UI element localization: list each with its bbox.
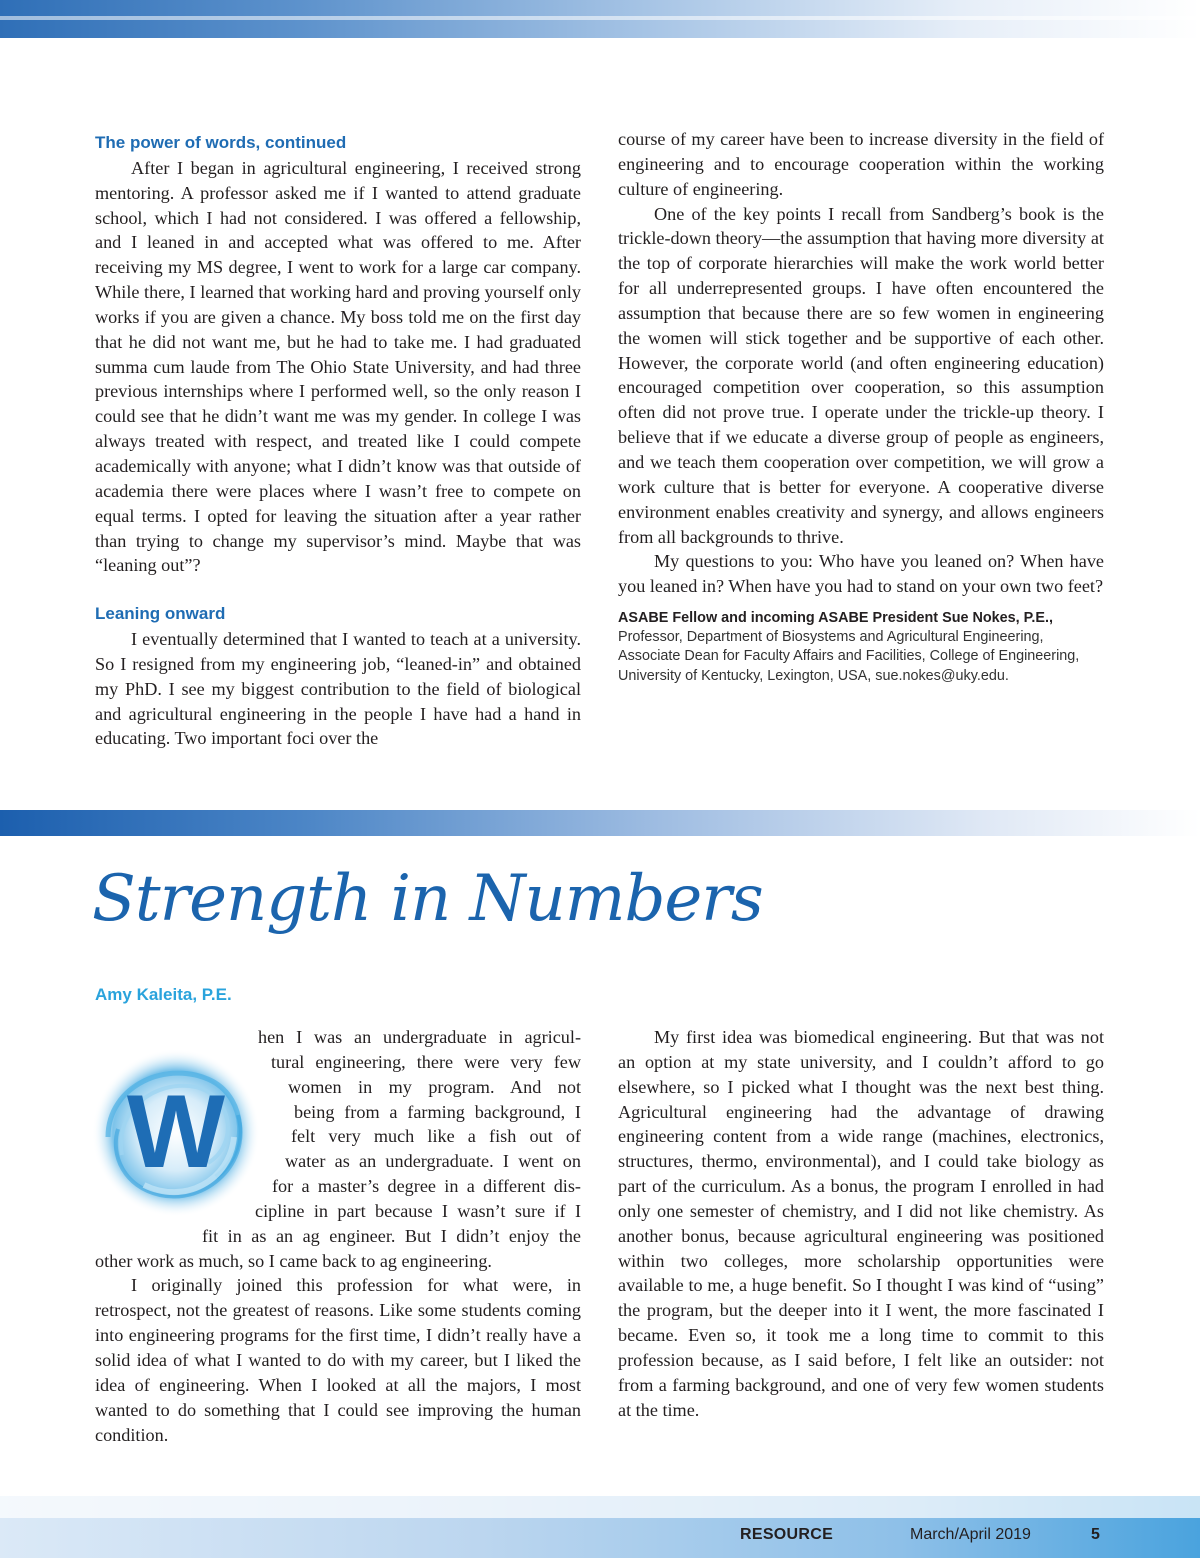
dropcap-wrap-block	[95, 1025, 581, 1249]
dropcap-letter: W	[126, 1074, 226, 1190]
wrap-line: hen I was an undergraduate in agricul-	[258, 1027, 581, 1047]
body-paragraph: I eventually determined that I wanted to teach at a university. So I resigned from my engineering job, “leaned-in” and obtained my PhD. I see my biggest contribution to the field of biological and agricultural engineering in the people I have had a hand in educating. Two important foci over the	[95, 629, 581, 749]
body-paragraph: My questions to you: Who have you leaned on? When have you leaned in? When have you had to stand on your own two feet?	[618, 551, 1104, 597]
section-divider-band	[0, 810, 1200, 836]
body-paragraph: One of the key points I recall from Sandberg’s book is the trickle-down theory—the assumption that having more diversity at the top of corporate hierarchies will make the work world better for all underrepresented groups. I have often encountered the assumption that because there are so few women in engineering the women will stick together and be supportive of each other. However, the corporate world (and often engineering education) encouraged competition over cooperation, so this assumption often did not prove true. I operate under the trickle-up theory. I believe that if we educate a diverse group of people as engineers, and we teach them cooperation over competition, we will grow a work culture that is better for everyone. A cooperative diverse environment enables creativity and synergy, and allows engineers from all backgrounds to thrive.	[618, 203, 1104, 547]
article1-column-left	[95, 131, 581, 751]
body-paragraph: course of my career have been to increase diversity in the field of engineering and to encourage cooperation within the working culture of engineering.	[618, 129, 1104, 199]
article2-column-left	[95, 1025, 581, 1447]
body-paragraph: My first idea was biomedical engineering. But that was not an option at my state university, and I couldn’t afford to go elsewhere, so I picked what I thought was the next best thing. Agricultural engineering had the advantage of drawing engineering content from a wide range (machines, electronics, structures, thermo, environmental), and I could take biology as part of the curriculum. As a bonus, the program I enrolled in had only one semester of chemistry, and I did not like chemistry. As another bonus, because agricultural engineering was positioned within two colleges, more scholarship opportunities were available to me, a huge benefit. So I thought I was kind of “using” the program, but the deeper into it I went, the more fascinated I became. Even so, it took me a long time to commit to this profession because, as I said before, I felt like an outsider: not from a farming background, and one of very few women students at the time.	[618, 1027, 1104, 1420]
page-number: 5	[1091, 1526, 1100, 1543]
wrap-line: felt very much like a fish out of	[291, 1126, 581, 1147]
page-footer	[0, 1526, 1200, 1550]
article-title: Strength in Numbers	[92, 862, 763, 936]
article-author: Amy Kaleita, P.E.	[95, 985, 232, 1004]
wrap-line: being from a farming background, I	[294, 1101, 581, 1122]
author-bio-name: ASABE Fellow and incoming ASABE President Sue Nokes, P.E.,	[618, 610, 1054, 627]
magazine-name: RESOURCE	[740, 1526, 834, 1543]
body-paragraph: I originally joined this profession for what were, in retrospect, not the greatest of reasons. Like some students coming into engineering programs for the first time, I didn’t really have a solid idea of what I wanted to do with my career, but I liked the idea of engineering. When I looked at all the majors, I most wanted to do something that I could see improving the human condition.	[95, 1275, 581, 1445]
author-bio	[618, 609, 1104, 686]
top-decorative-band	[0, 0, 1200, 38]
wrap-line: water as an undergraduate. I went on	[285, 1151, 581, 1172]
wrap-line: tural engineering, there were very few	[271, 1051, 581, 1072]
section-heading-power-of-words: The power of words, continued	[95, 133, 347, 152]
article1-column-right	[618, 127, 1104, 686]
wrap-line: for a master’s degree in a different dis-	[272, 1176, 581, 1197]
body-paragraph: other work as much, so I came back to ag engineering.	[95, 1250, 492, 1271]
issue-date: March/April 2019	[910, 1526, 1031, 1543]
wrap-line: women in my program. And not	[288, 1076, 581, 1097]
wrap-line: cipline in part because I wasn’t sure if I	[255, 1200, 581, 1221]
author-bio-details: Professor, Department of Biosystems and Agricultural Engineering, Associate Dean for Faculty Affairs and Facilities, College of Engineering, University of Kentucky, Lexington, USA, sue.nokes@uky.edu.	[618, 629, 1080, 684]
section-heading-leaning-onward: Leaning onward	[95, 604, 226, 624]
wrap-line: fit in as an ag engineer. But I didn’t enjoy the	[202, 1225, 581, 1246]
article2-column-right	[618, 1025, 1104, 1423]
body-paragraph: After I began in agricultural engineering, I received strong mentoring. A professor asked me if I wanted to attend graduate school, which I had not considered. I was offered a fellowship, and I leaned in and accepted what was offered to me. After receiving my MS degree, I went to work for a large car company. While there, I learned that working hard and proving yourself only works if you are given a chance. My boss told me on the first day that he did not want me, but he had to take me. I had graduated summa cum laude from The Ohio State University, and had three previous internships where I performed well, so the only reason I could see that he didn’t want me was my gender. In college I was always treated with respect, and treated like I could compete academically with anyone; what I didn’t know was that outside of academia there were places where I wasn’t free to compete on equal terms. I opted for leaving the situation after a year rather than trying to change my supervisor’s mind. Maybe that was “leaning out”?	[95, 157, 581, 576]
